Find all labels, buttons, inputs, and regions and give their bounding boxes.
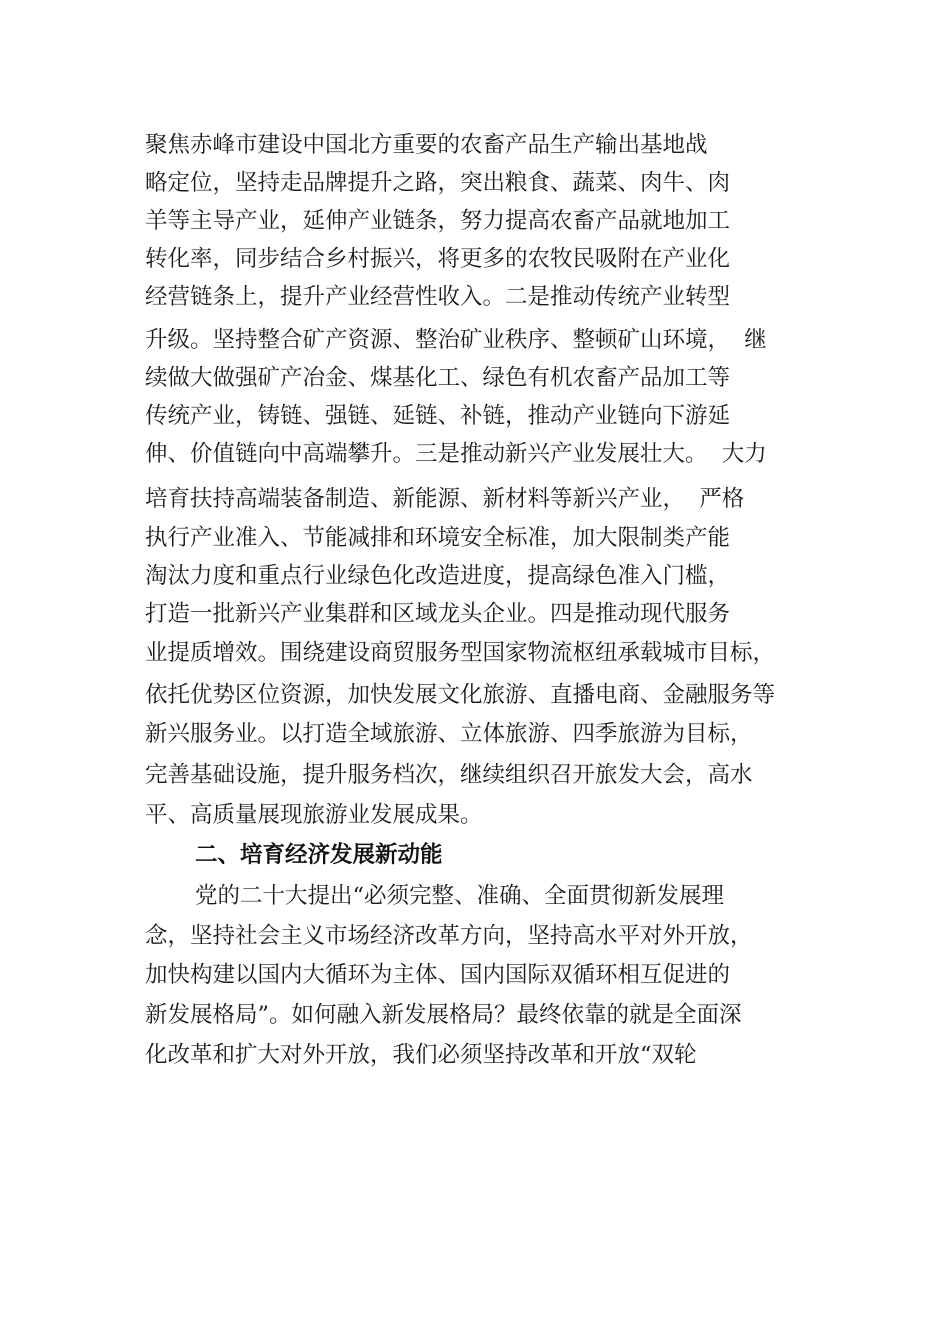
section-heading: 二、培育经济发展新动能	[195, 842, 443, 868]
body-line: 执行产业准入、节能减排和环境安全标准，加大限制类产能	[145, 525, 731, 551]
body-line: 伸、价值链向中高端攀升。三是推动新兴产业发展壮大。 大力	[145, 441, 767, 467]
body-line: 升级。坚持整合矿产资源、整治矿业秩序、整顿矿山环境， 继	[145, 327, 767, 353]
body-line: 培育扶持高端装备制造、新能源、新材料等新兴产业， 严格	[145, 486, 745, 512]
body-line: 平、高质量展现旅游业发展成果。	[145, 802, 483, 828]
body-line: 依托优势区位资源，加快发展文化旅游、直播电商、金融服务等	[145, 682, 776, 708]
body-line: 化改革和扩大对外开放，我们必须坚持改革和开放“双轮	[145, 1042, 697, 1068]
body-line: 聚焦赤峰市建设中国北方重要的农畜产品生产输出基地战	[145, 132, 708, 158]
body-line: 新兴服务业。以打造全域旅游、立体旅游、四季旅游为目标，	[145, 721, 753, 747]
body-line: 党的二十大提出“必须完整、准确、全面贯彻新发展理	[195, 883, 725, 909]
body-line: 续做大做强矿产冶金、煤基化工、绿色有机农畜产品加工等	[145, 365, 731, 391]
body-line: 淘汰力度和重点行业绿色化改造进度，提高绿色准入门槛，	[145, 563, 731, 589]
body-line: 念，坚持社会主义市场经济改革方向，坚持高水平对外开放，	[145, 923, 753, 949]
body-line: 加快构建以国内大循环为主体、国内国际双循环相互促进的	[145, 962, 731, 988]
body-line: 打造一批新兴产业集群和区域龙头企业。四是推动现代服务	[145, 601, 731, 627]
body-line: 经营链条上，提升产业经营性收入。二是推动传统产业转型	[145, 284, 731, 310]
body-line: 羊等主导产业，延伸产业链条，努力提高农畜产品就地加工	[145, 208, 731, 234]
body-line: 新发展格局”。如何融入新发展格局？最终依靠的就是全面深	[145, 1002, 742, 1028]
body-line: 业提质增效。围绕建设商贸服务型国家物流枢纽承载城市目标，	[145, 640, 776, 666]
body-line: 转化率，同步结合乡村振兴，将更多的农牧民吸附在产业化	[145, 246, 731, 272]
body-line: 传统产业，铸链、强链、延链、补链，推动产业链向下游延	[145, 403, 731, 429]
body-line: 完善基础设施，提升服务档次，继续组织召开旅发大会，高水	[145, 762, 753, 788]
body-line: 略定位，坚持走品牌提升之路，突出粮食、蔬菜、肉牛、肉	[145, 170, 731, 196]
